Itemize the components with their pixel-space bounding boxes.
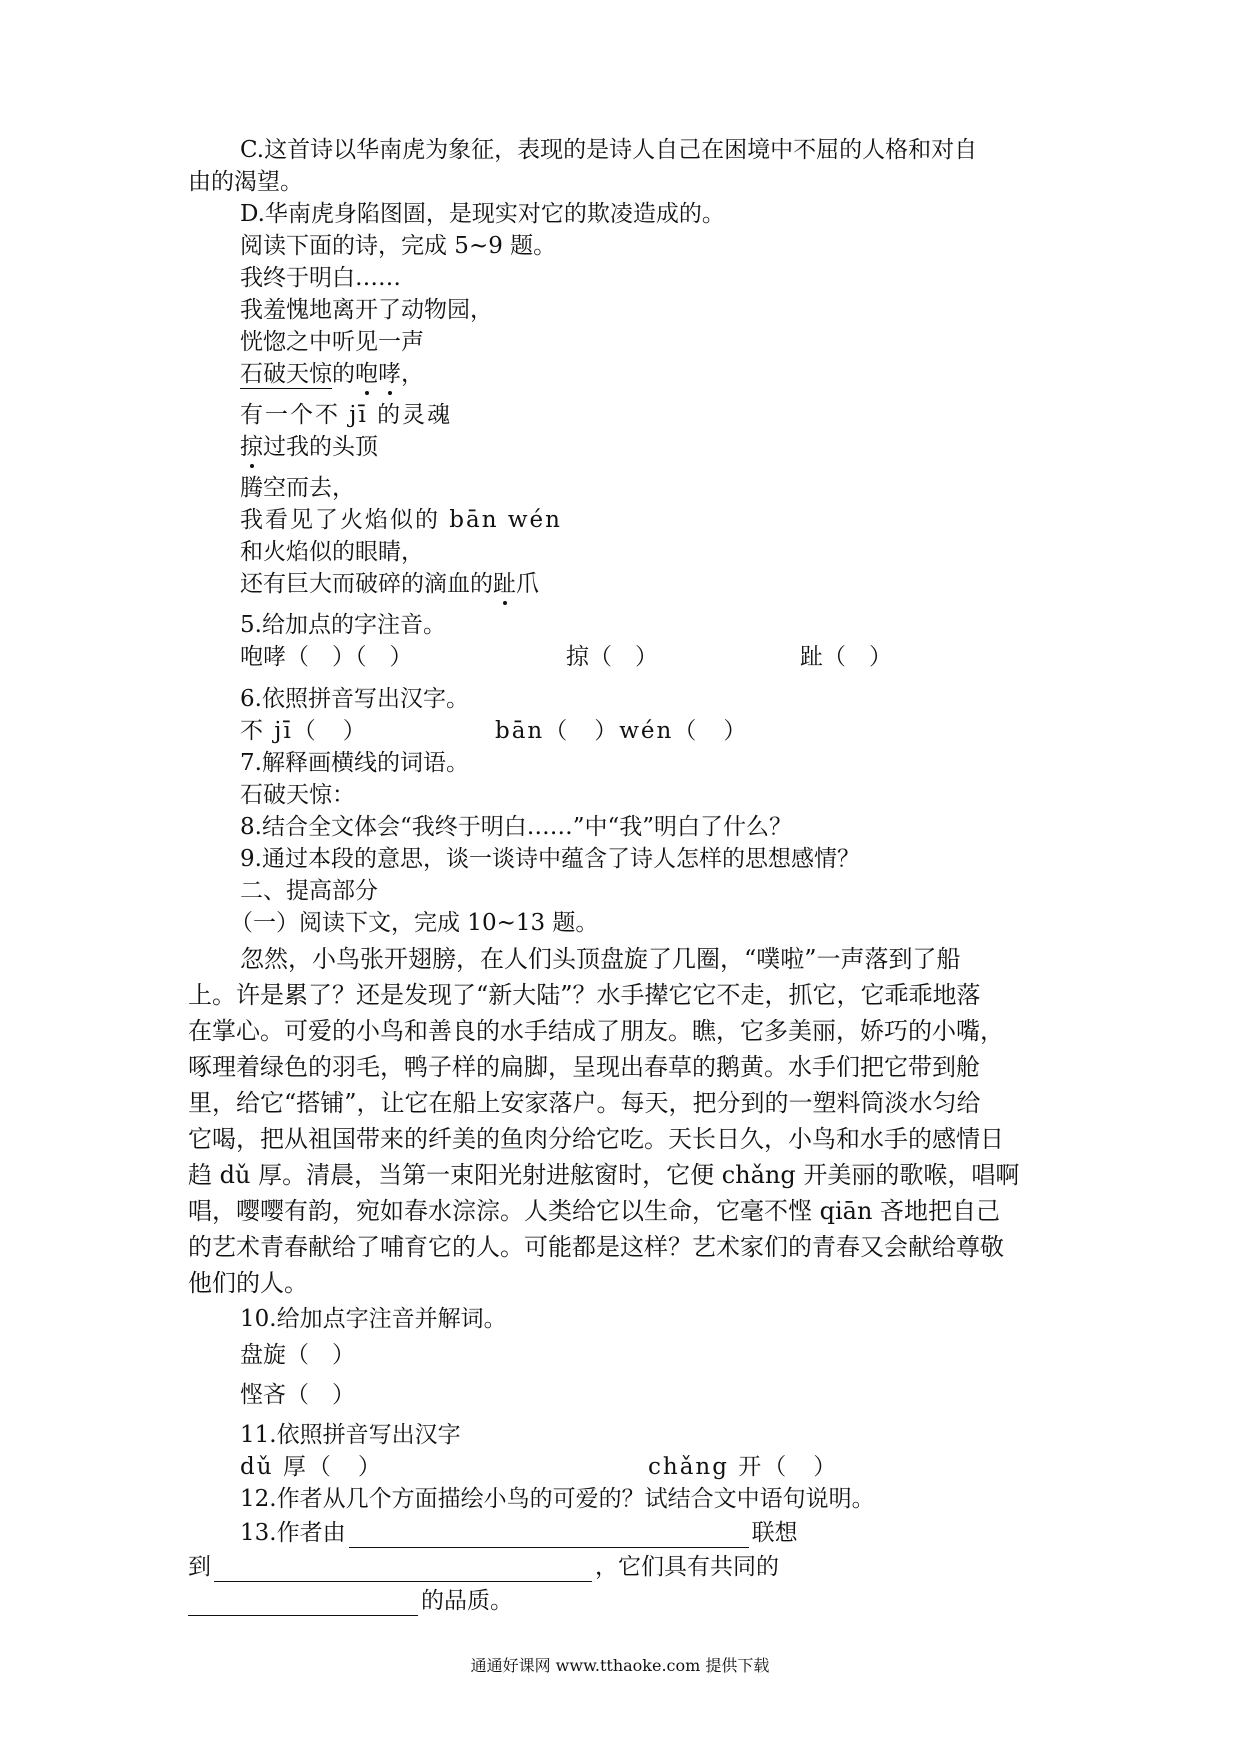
answer-blank[interactable] [214, 1555, 592, 1582]
poem-line: 有一个不 jī 的灵魂 [240, 402, 453, 428]
underlined-phrase: 石破天惊 [240, 361, 332, 387]
poem-line: 和火焰似的眼睛， [240, 539, 424, 565]
text-fragment: 13.作者由 [240, 1520, 346, 1546]
passage-line: 的艺术青春献给了哺育它的人。可能都是这样？艺术家们的青春又会献给尊敬 [188, 1233, 1004, 1261]
dotted-char: 哮 [378, 361, 401, 387]
poem-line: 我羞愧地离开了动物园， [240, 297, 493, 323]
text-fragment: ，它们具有共同的 [595, 1554, 779, 1580]
question-10-blank-b: 悭吝（ ） [240, 1382, 355, 1408]
text-fragment: 还有巨大而破碎的滴血的 [240, 571, 493, 597]
poem-line [240, 432, 378, 462]
question-6: 6.依照拼音写出汉字。 [240, 686, 469, 712]
answer-blank[interactable] [188, 1589, 418, 1616]
section-instruction-5-9: 阅读下面的诗，完成 5~9 题。 [240, 233, 557, 259]
text-fragment: ， [401, 361, 424, 387]
dotted-char: 咆 [355, 361, 378, 387]
passage-line: 他们的人。 [188, 1269, 308, 1297]
poem-line [240, 569, 539, 599]
text-fragment: 到 [188, 1554, 211, 1580]
question-5-blank-b: 掠（ ） [566, 644, 658, 670]
section-instruction-10-13: （一）阅读下文，完成 10~13 题。 [230, 910, 599, 936]
text-fragment: 过我的头顶 [263, 434, 378, 460]
question-13-line3 [188, 1586, 513, 1616]
question-6-blank-a: 不 jī（ ） [240, 718, 368, 744]
footer-credit: 通通好课网 www.tthaoke.com 提供下载 [470, 1656, 770, 1675]
dotted-char: 趾 [493, 571, 516, 597]
question-8: 8.结合全文体会“我终于明白……”中“我”明白了什么？ [240, 814, 792, 840]
answer-blank[interactable] [349, 1521, 749, 1548]
poem-line: 恍惚之中听见一声 [240, 329, 424, 355]
passage-line: 里，给它“搭铺”，让它在船上安家落户。每天，把分到的一塑料筒淡水匀给 [188, 1089, 981, 1117]
poem-line [240, 359, 424, 389]
question-7-term: 石破天惊： [240, 782, 355, 808]
text-fragment: 的 [332, 361, 355, 387]
question-10-blank-a: 盘旋（ ） [240, 1342, 355, 1368]
question-5-blank-a: 咆哮（ ）（ ） [240, 644, 413, 670]
passage-line: 上。许是累了？还是发现了“新大陆”？水手撵它它不走，抓它，它乖乖地落 [188, 981, 981, 1009]
poem-line: 我终于明白…… [240, 265, 401, 291]
question-10: 10.给加点字注音并解词。 [240, 1306, 507, 1332]
text-fragment: 的品质。 [421, 1588, 513, 1614]
question-13-line2 [188, 1552, 779, 1582]
dotted-char: 掠 [240, 434, 263, 460]
question-5: 5.给加点的字注音。 [240, 612, 446, 638]
question-11: 11.依照拼音写出汉字 [240, 1422, 461, 1448]
text-fragment: 联想 [751, 1520, 798, 1546]
passage-line: 忽然，小鸟张开翅膀，在人们头顶盘旋了几圈，“噗啦”一声落到了船 [240, 945, 961, 973]
question-12: 12.作者从几个方面描绘小鸟的可爱的？试结合文中语句说明。 [240, 1486, 875, 1512]
text-fragment: 爪 [516, 571, 539, 597]
question-13-line1 [240, 1518, 798, 1548]
question-9: 9.通过本段的意思，谈一谈诗中蕴含了诗人怎样的思想感情？ [240, 846, 860, 872]
option-d: D.华南虎身陷图圄，是现实对它的欺凌造成的。 [240, 201, 725, 227]
option-c-line2: 由的渴望。 [188, 169, 303, 195]
poem-line: 腾空而去， [240, 475, 355, 501]
question-7: 7.解释画横线的词语。 [240, 750, 469, 776]
poem-line: 我看见了火焰似的 bān wén [240, 507, 562, 533]
question-11-blank-a: dǔ 厚（ ） [240, 1454, 383, 1480]
section-heading: 二、提高部分 [240, 878, 378, 904]
passage-line: 啄理着绿色的羽毛，鸭子样的扁脚，呈现出春草的鹅黄。水手们把它带到舱 [188, 1053, 980, 1081]
question-6-blank-b: bān（ ）wén（ ） [495, 718, 749, 744]
passage-line: 唱，嘤嘤有韵，宛如春水淙淙。人类给它以生命，它毫不悭 qiān 吝地把自己 [188, 1197, 1001, 1225]
question-11-blank-b: chǎng 开（ ） [648, 1454, 839, 1480]
passage-line: 趋 dǔ 厚。清晨，当第一束阳光射进舷窗时，它便 chǎng 开美丽的歌喉，唱啊 [188, 1161, 1020, 1189]
passage-line: 在掌心。可爱的小鸟和善良的水手结成了朋友。瞧，它多美丽，娇巧的小嘴， [188, 1017, 1004, 1045]
option-c-line1: C.这首诗以华南虎为象征，表现的是诗人自己在困境中不屈的人格和对自 [240, 137, 978, 163]
passage-line: 它喝，把从祖国带来的纤美的鱼肉分给它吃。天长日久，小鸟和水手的感情日 [188, 1125, 1004, 1153]
question-5-blank-c: 趾（ ） [800, 644, 892, 670]
